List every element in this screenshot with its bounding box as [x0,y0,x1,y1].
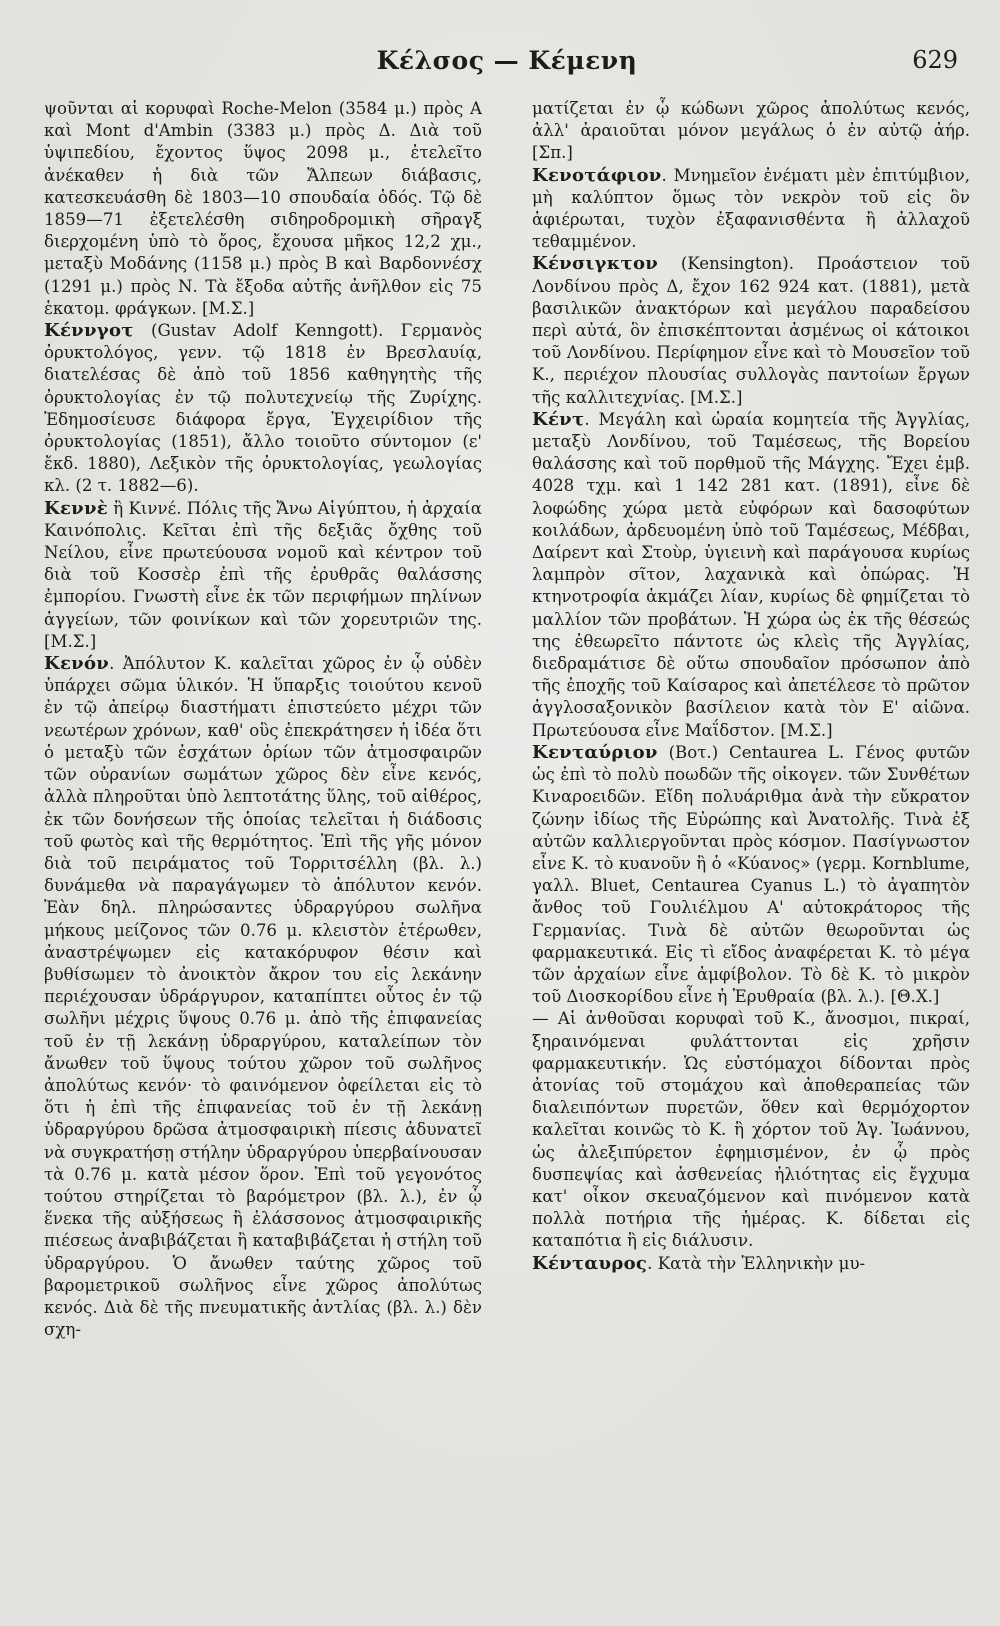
columns [44,98,970,1341]
entry-headword: Κενόν [44,653,110,675]
entry-text: . Κατὰ τὴν Ἑλληνικὴν μυ- [647,1253,866,1273]
entry-headword: Κέννγοτ [44,320,134,342]
entry-paragraph [44,498,482,653]
entry-headword: Κενταύριον [532,741,658,763]
entry-headword: Κέντ [532,408,585,430]
right-column [532,98,970,1341]
entry-text: ἢ Κιννέ. Πόλις τῆς Ἄνω Αἰγύπτου, ἡ ἀρχαία Καινόπολις. Κεῖται ἐπὶ τῆς δεξιᾶς ὄχθης τοῦ Νείλου, εἶνε πρωτεύουσα νομοῦ καὶ κέντρον τοῦ διὰ τοῦ Κοσσὲρ ἐπὶ τῆς ἐρυθρᾶς θαλάσσης ἐμπορίου. Γνωστὴ εἶνε ἐκ τῶν περιφήμων πηλίνων ἀγγείων, τῶν φοινίκων καὶ τῶν χορευτριῶν της. [Μ.Σ.] [44,498,482,651]
entry-paragraph [532,409,970,742]
running-title: Κέλσος — Κέμενη [376,46,638,75]
entry-text: (Gustav Adolf Kenngott). Γερμανὸς ὀρυκτολόγος, γενν. τῷ 1818 ἐν Βρεσλαυίᾳ, διατελέσας δὲ ἀπὸ τοῦ 1856 καθηγητὴς τῆς ὀρυκτολογίας ἐν τῷ πολυτεχνείῳ τῆς Ζυρίχης. Ἐδημοσίευσε διάφορα ἔργα, Ἐγχειρίδιον τῆς ὀρυκτολογίας (1851), ἄλλο τοιοῦτο σύντομον (ε' ἔκδ. 1880), Λεξικὸν τῆς ὀρυκτολογίας, γεωλογίας κλ. (2 τ. 1882—6). [44,321,482,496]
entry-paragraph [44,653,482,1341]
running-head [44,36,970,86]
entry-paragraph [44,320,482,498]
entry-paragraph [532,98,970,165]
entry-text: (Kensington). Προάστειον τοῦ Λονδίνου πρὸς Δ, ἔχον 162 924 κατ. (1881), μετὰ βασιλικῶν ἀνακτόρων καὶ μεγάλου παραδείσου περὶ αὐτά, ὃν ἐπισκέπτονται ἀσμένως οἱ κάτοικοι τοῦ Λονδίνου. Περίφημον εἶνε καὶ τὸ Μουσεῖον τοῦ Κ., περιέχον πλουσίας συλλογὰς παντοίων ἔργων τῆς καλλιτεχνίας. [Μ.Σ.] [532,254,970,407]
entry-paragraph [532,1253,970,1275]
entry-text: ματίζεται ἐν ᾧ κώδωνι χῶρος ἀπολύτως κενός, ἀλλ' ἀραιοῦται μόνον μεγάλως ὁ ἐν αὐτῷ ἀήρ. [Σπ.] [532,99,970,163]
page-number: 629 [912,46,958,74]
entry-paragraph [44,98,482,320]
entry-paragraph [532,1008,970,1252]
entry-text: . Μνημεῖον ἐνέματι μὲν ἐπιτύμβιον, μὴ καλύπτον ὅμως τὸν νεκρὸν τοῦ εἰς ὃν ἀφιέρωται, τυχὸν ἐξαφανισθέντα ἢ ἀλλαχοῦ τεθαμμένον. [532,165,970,252]
entry-headword: Κένσιγκτον [532,253,659,275]
entry-text: . Ἀπόλυτον Κ. καλεῖται χῶρος ἐν ᾧ οὐδὲν ὑπάρχει σῶμα ὑλικόν. Ἡ ὕπαρξις τοιούτου κενοῦ ἐν τῷ ἀπείρῳ διαστήματι ἐπιστεύετο μέχρι τῶν νεωτέρων χρόνων, καθ' οὓς ἐπεκράτησεν ἡ ἰδέα ὅτι ὁ μεταξὺ τῶν ἐσχάτων ὁρίων τῶν ἀτμοσφαιρῶν τῶν οὐρανίων σωμάτων χῶρος δὲν εἶνε κενός, ἀλλὰ πληροῦται ὑπὸ λεπτοτάτης ὕλης, τοῦ αἰθέρος, ἐκ τῶν δονήσεων τῆς ὁποίας τελεῖται ἡ διάδοσις τοῦ φωτὸς καὶ τῆς θερμότητος. Ἐπὶ τῆς γῆς μόνον διὰ τοῦ πειράματος τοῦ Τορριτσέλλη (βλ. λ.) δυνάμεθα νὰ παραγάγωμεν τὸ ἀπόλυτον κενόν. Ἐὰν δηλ. πληρώσαντες ὑδραργύρου σωλῆνα μήκους μείζονος τῶν 0.76 μ. κλειστὸν ἑτέρωθεν, ἀναστρέψωμεν εἰς κατακόρυφον θέσιν καὶ βυθίσωμεν τὸ ἀνοικτὸν ἄκρον του εἰς λεκάνην περιέχουσαν ὑδράργυρον, καταπίπτει οὗτος ἐν τῷ σωλῆνι μέχρις ὕψους 0.76 μ. ἀπὸ τῆς ἐπιφανείας τοῦ ἐν τῇ λεκάνῃ ὑδραργύρου, καταλείπων τὸν ἄνωθεν τοῦ ὕψους τούτου χῶρον τοῦ σωλῆνος ἀπολύτως κενόν· τὸ φαινόμενον ὀφείλεται εἰς τὸ ὅτι ἡ ἐπὶ τῆς ἐπιφανείας τοῦ ἐν τῇ λεκάνῃ ὑδραργύρου δρῶσα ἀτμοσφαιρικὴ πίεσις ἀδυνατεῖ νὰ συγκρατήσῃ στήλην ὑδραργύρου ὑπερβαίνουσαν τὰ 0.76 μ. κατὰ μέσον ὅρον. Ἐπὶ τοῦ γεγονότος τούτου στηρίζεται τὸ βαρόμετρον (βλ. λ.), ἐν ᾧ ἕνεκα τῆς αὐξήσεως ἢ ἐλάσσονος ἀτμοσφαιρικῆς πιέσεως ἀναβιβάζεται ἢ καταβιβάζεται ἡ στήλη τοῦ ὑδραργύρου. Ὁ ἄνωθεν ταύτης χῶρος τοῦ βαρομετρικοῦ σωλῆνος εἶνε χῶρος ἀπολύτως κενός. Διὰ δὲ τῆς πνευματικῆς ἀντλίας (βλ. λ.) δὲν σχη- [44,654,482,1340]
entry-headword: Κένταυρος [532,1252,648,1274]
entry-text: ψοῦνται αἱ κορυφαὶ Roche-Melon (3584 μ.) πρὸς Α καὶ Mont d'Ambin (3383 μ.) πρὸς Δ. Διὰ τοῦ ὑψιπεδίου, ἔχοντος ὕψος 2098 μ., ἐτελεῖτο ἀνέκαθεν ἡ διὰ τῶν Ἄλπεων διάβασις, κατεσκευάσθη δὲ 1803—10 σπουδαία ὁδός. Τῷ δὲ 1859—71 ἐξετελέσθη σιδηροδρομικὴ σῆραγξ διερχομένη ὑπὸ τὸ ὄρος, ἔχουσα μῆκος 12,2 χμ., μεταξὺ Μοδάνης (1158 μ.) πρὸς Β καὶ Βαρδοννέσχ (1291 μ.) πρὸς Ν. Τὰ ἔξοδα αὐτῆς ἀνῆλθον εἰς 75 ἑκατομ. φράγκων. [Μ.Σ.] [44,99,482,318]
entry-paragraph [532,742,970,1008]
entry-headword: Κεννὲ [44,497,109,519]
entry-headword: Κενοτάφιον [532,164,662,186]
entry-paragraph [532,253,970,408]
left-column [44,98,482,1341]
entry-text: (Βοτ.) Centaurea L. Γένος φυτῶν ὡς ἐπὶ τὸ πολὺ ποωδῶν τῆς οἰκογεν. τῶν Συνθέτων Κιναροειδῶν. Εἴδη πολυάριθμα ἀνὰ τὴν εὔκρατον ζώνην ἰδίως τῆς Εὐρώπης καὶ Ἀνατολῆς. Τινὰ ἐξ αὐτῶν καλλιεργοῦνται πρὸς κόσμον. Πασίγνωστον εἶνε Κ. τὸ κυανοῦν ἢ ὁ «Κύανος» (γερμ. Kornblume, γαλλ. Bluet, Centaurea Cyanus L.) τὸ ἀγαπητὸν ἄνθος τοῦ Γουλιέλμου Α' αὐτοκράτορος τῆς Γερμανίας. Τινὰ δὲ αὐτῶν θεωροῦνται ὡς φαρμακευτικά. Εἰς τὶ εἴδος ἀναφέρεται Κ. τὸ μέγα τῶν ἀρχαίων εἶνε ἀμφίβολον. Τὸ δὲ Κ. τὸ μικρὸν τοῦ Διοσκορίδου εἶνε ἡ Ἐρυθραία (βλ. λ.). [Θ.Χ.] [532,742,970,1007]
entry-text: . Μεγάλη καὶ ὡραία κομητεία τῆς Ἀγγλίας, μεταξὺ Λονδίνου, τοῦ Ταμέσεως, τῆς Βορείου θαλάσσης καὶ τοῦ πορθμοῦ τῆς Μάγχης. Ἔχει ἐμβ. 4028 τχμ. καὶ 1 142 281 κατ. (1891), εἶνε δὲ λοφώδης χώρα μετὰ εὐφόρων καὶ δασοφύτων κοιλάδων, ἀρδευομένη ὑπὸ τοῦ Ταμέσεως, Μέδβαι, Δαίρεντ καὶ Στοὺρ, ὑγιεινὴ καὶ παράγουσα κυρίως λαμπρὸν σῖτον, λαχανικὰ καὶ ὀπώρας. Ἡ κτηνοτροφία ἀκμάζει λίαν, κυρίως δὲ φημίζεται τὸ μαλλίον τῶν προβάτων. Ἡ χώρα ὡς ἐκ τῆς θέσεώς της ἐθεωρεῖτο πάντοτε ὡς κλεὶς τῆς Ἀγγλίας, διεδραμάτισε δὲ οὕτω σπουδαῖον πρόσωπον ἀπὸ τῆς ἐποχῆς τοῦ Καίσαρος καὶ ἀπετέλεσε τὸ πρῶτον ἀγγλοσαξονικὸν βασίλειον κατὰ τὸν Ε' αἰῶνα. Πρωτεύουσα εἶνε Μαΐδστον. [Μ.Σ.] [532,409,970,740]
entry-text: — Αἱ ἀνθοῦσαι κορυφαὶ τοῦ Κ., ἄνοσμοι, πικραί, ξηραινόμεναι φυλάττονται εἰς χρῆσιν φαρμακευτικήν. Ὡς εὐστόμαχοι δίδονται πρὸς ἀτονίας τοῦ στομάχου καὶ ἀποθεραπείας τῶν διαλειπόντων πυρετῶν, ὅθεν καὶ θερμόχορτον καλεῖται κοινῶς τὸ Κ. ἢ χόρτον τοῦ Ἁγ. Ἰωάννου, ὡς ἀλεξιπύρετον ἐφημισμένον, ἐν ᾧ πρὸς δυσπεψίας καὶ ἀσθενείας ἠλιότητας εἰς ἔγχυμα κατ' οἶκον σκευαζόμενον καὶ πινόμενον κατὰ πολλὰ ποτήρια τῆς ἡμέρας. Κ. δίδεται εἰς καταπότια ἢ εἰς διάλυσιν. [532,1009,970,1251]
entry-paragraph [532,165,970,254]
